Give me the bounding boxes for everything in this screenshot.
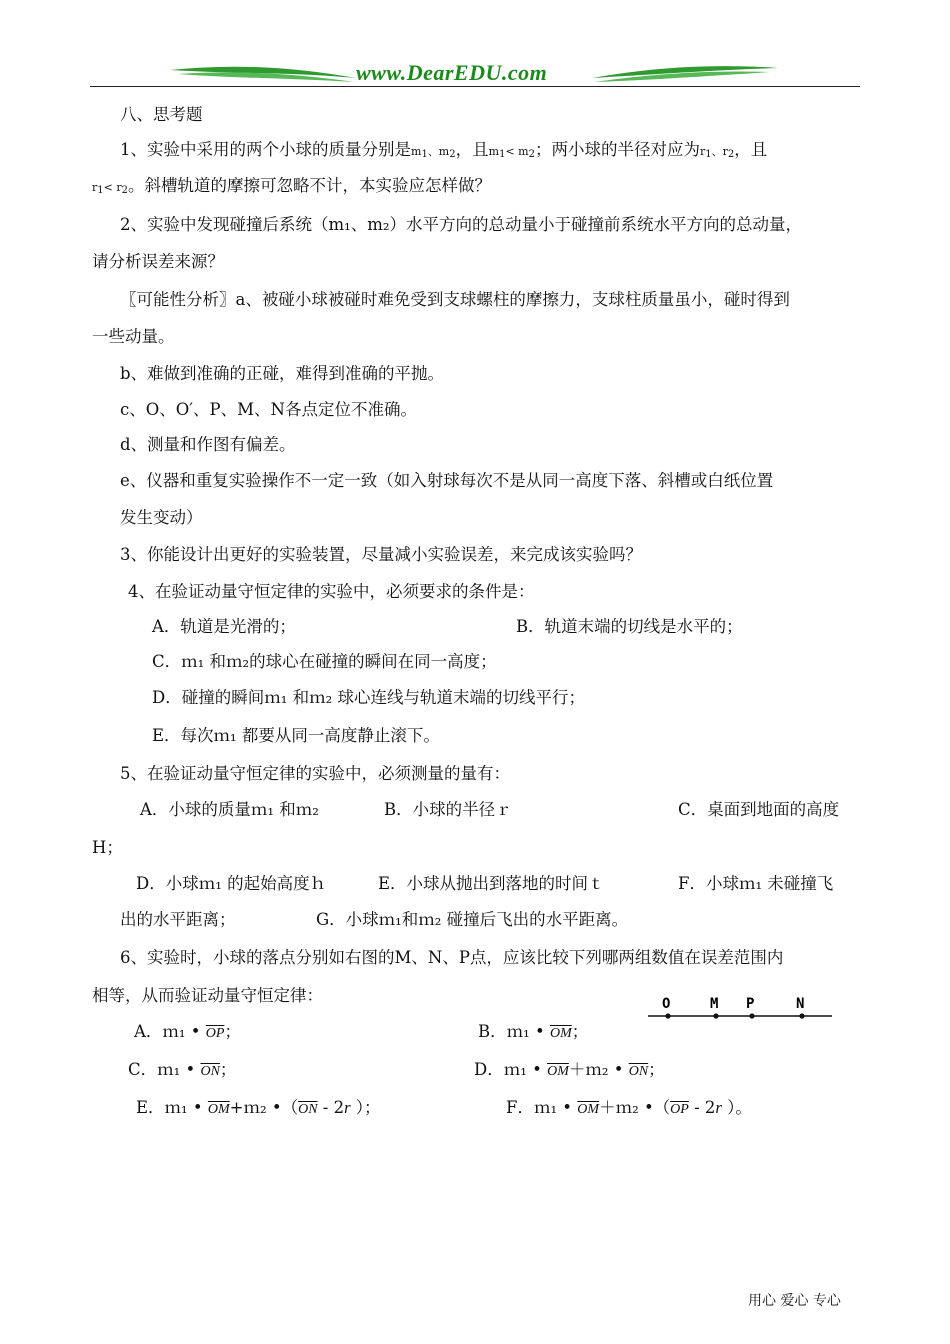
label-n: N <box>796 996 805 1012</box>
analysis-e-line-1: e、仪器和重复实验操作不一定一致（如入射球每次不是从同一高度下落、斜槽或白纸位置 <box>120 471 774 490</box>
q4-option-a: A．轨道是光滑的； <box>152 617 296 636</box>
q2-line-2: 请分析误差来源？ <box>92 252 224 271</box>
point-o-dot <box>665 1013 670 1018</box>
point-p-dot <box>749 1013 754 1018</box>
q5-option-f-cont: 出的水平距离； <box>120 910 236 929</box>
q5-option-f: F．小球ｍ₁ 未碰撞飞 <box>678 874 834 893</box>
q5-option-c-cont: H； <box>92 838 123 857</box>
q5-option-g: G．小球ｍ₁和ｍ₂ 碰撞后飞出的水平距离。 <box>316 910 629 929</box>
q6-option-a: A．ｍ₁ • $\overline{OP}$； <box>134 1022 241 1041</box>
label-m: M <box>710 996 719 1012</box>
q4-option-e: E．每次ｍ₁ 都要从同一高度静止滚下。 <box>152 726 440 745</box>
q3: 3、你能设计出更好的实验装置，尽量减小实验误差，来完成该实验吗？ <box>120 545 642 564</box>
q6-line-1: 6、实验时，小球的落点分别如右图的M、N、P点，应该比较下列哪两组数值在误差范围内 <box>120 948 784 967</box>
q6-option-f: F．ｍ₁ • $\overline{OM}+m_2$ $•(\overline{OP} - 2r$ ）。 <box>506 1098 752 1117</box>
q5-option-c: C．桌面到地面的高度 <box>678 800 840 819</box>
q5-option-d: D．小球ｍ₁ 的起始高度ｈ <box>136 874 327 893</box>
q5-option-a: A．小球的质量ｍ₁ 和ｍ₂ <box>140 800 319 819</box>
page-header <box>0 0 950 100</box>
left-swoosh-decoration <box>168 62 358 84</box>
q6-option-e: E．ｍ₁ • $\overline{OM}+m_2$ $•(\overline{ON} - 2r$ ）； <box>136 1098 381 1117</box>
q6-line-2: 相等，从而验证动量守恒定律： <box>92 986 323 1005</box>
right-swoosh-decoration <box>590 62 780 84</box>
label-o: O <box>662 996 671 1012</box>
header-rule <box>90 86 860 87</box>
page-footer: 用心 爱心 专心 <box>748 1293 841 1309</box>
analysis-d: d、测量和作图有偏差。 <box>120 435 296 454</box>
label-p: P <box>746 996 755 1012</box>
q5-option-b: B．小球的半径ｒ <box>384 800 512 819</box>
q6-option-c: C．ｍ₁ • $\overline{ON}$； <box>128 1060 237 1079</box>
q1-line-2: $r_1< r_2$。斜槽轨道的摩擦可忽略不计，本实验应怎样做？ <box>92 176 491 196</box>
analysis-c: c、O、O′、P、M、N各点定位不准确。 <box>120 400 417 419</box>
q2-line-1: 2、实验中发现碰撞后系统（m₁、m₂）水平方向的总动量小于碰撞前系统水平方向的总动量， <box>120 215 803 234</box>
q4-option-d: D．碰撞的瞬间ｍ₁ 和ｍ₂ 球心连线与轨道末端的切线平行； <box>152 688 585 707</box>
q5-option-e: E．小球从抛出到落地的时间ｔ <box>378 874 605 893</box>
q6-option-b: B．ｍ₁ • $\overline{OM}$； <box>478 1022 589 1041</box>
analysis-a-line-1: 〖可能性分析〗a、被碰小球被碰时难免受到支球螺柱的摩擦力，支球柱质量虽小，碰时得到 <box>120 290 790 309</box>
section-title: 八、思考题 <box>120 105 203 124</box>
q4-option-b: B．轨道末端的切线是水平的； <box>516 617 743 636</box>
point-n-dot <box>799 1013 804 1018</box>
q4-option-c: C．ｍ₁ 和ｍ₂的球心在碰撞的瞬间在同一高度； <box>152 652 497 671</box>
q1-line-1: 1、实验中采用的两个小球的质量分别是$m_1$、$m_2$，且$m_1< m_2$；两小球的半径对应为$r_1$、$r_2$，且 <box>120 140 768 160</box>
q6-option-d: D．ｍ₁ • $\overline{OM}+m_2$ • $\overline{ON}$； <box>474 1060 665 1079</box>
analysis-a-line-2: 一些动量。 <box>92 327 175 346</box>
site-logo: www.DearEDU.com <box>356 60 548 85</box>
analysis-b: b、难做到准确的正碰，难得到准确的平抛。 <box>120 364 445 383</box>
q4-stem: 4、在验证动量守恒定律的实验中，必须要求的条件是： <box>128 582 535 601</box>
q5-stem: 5、在验证动量守恒定律的实验中，必须测量的量有： <box>120 764 510 783</box>
analysis-e-line-2: 发生变动） <box>120 508 203 527</box>
landing-points-diagram <box>646 994 836 1024</box>
point-m-dot <box>713 1013 718 1018</box>
